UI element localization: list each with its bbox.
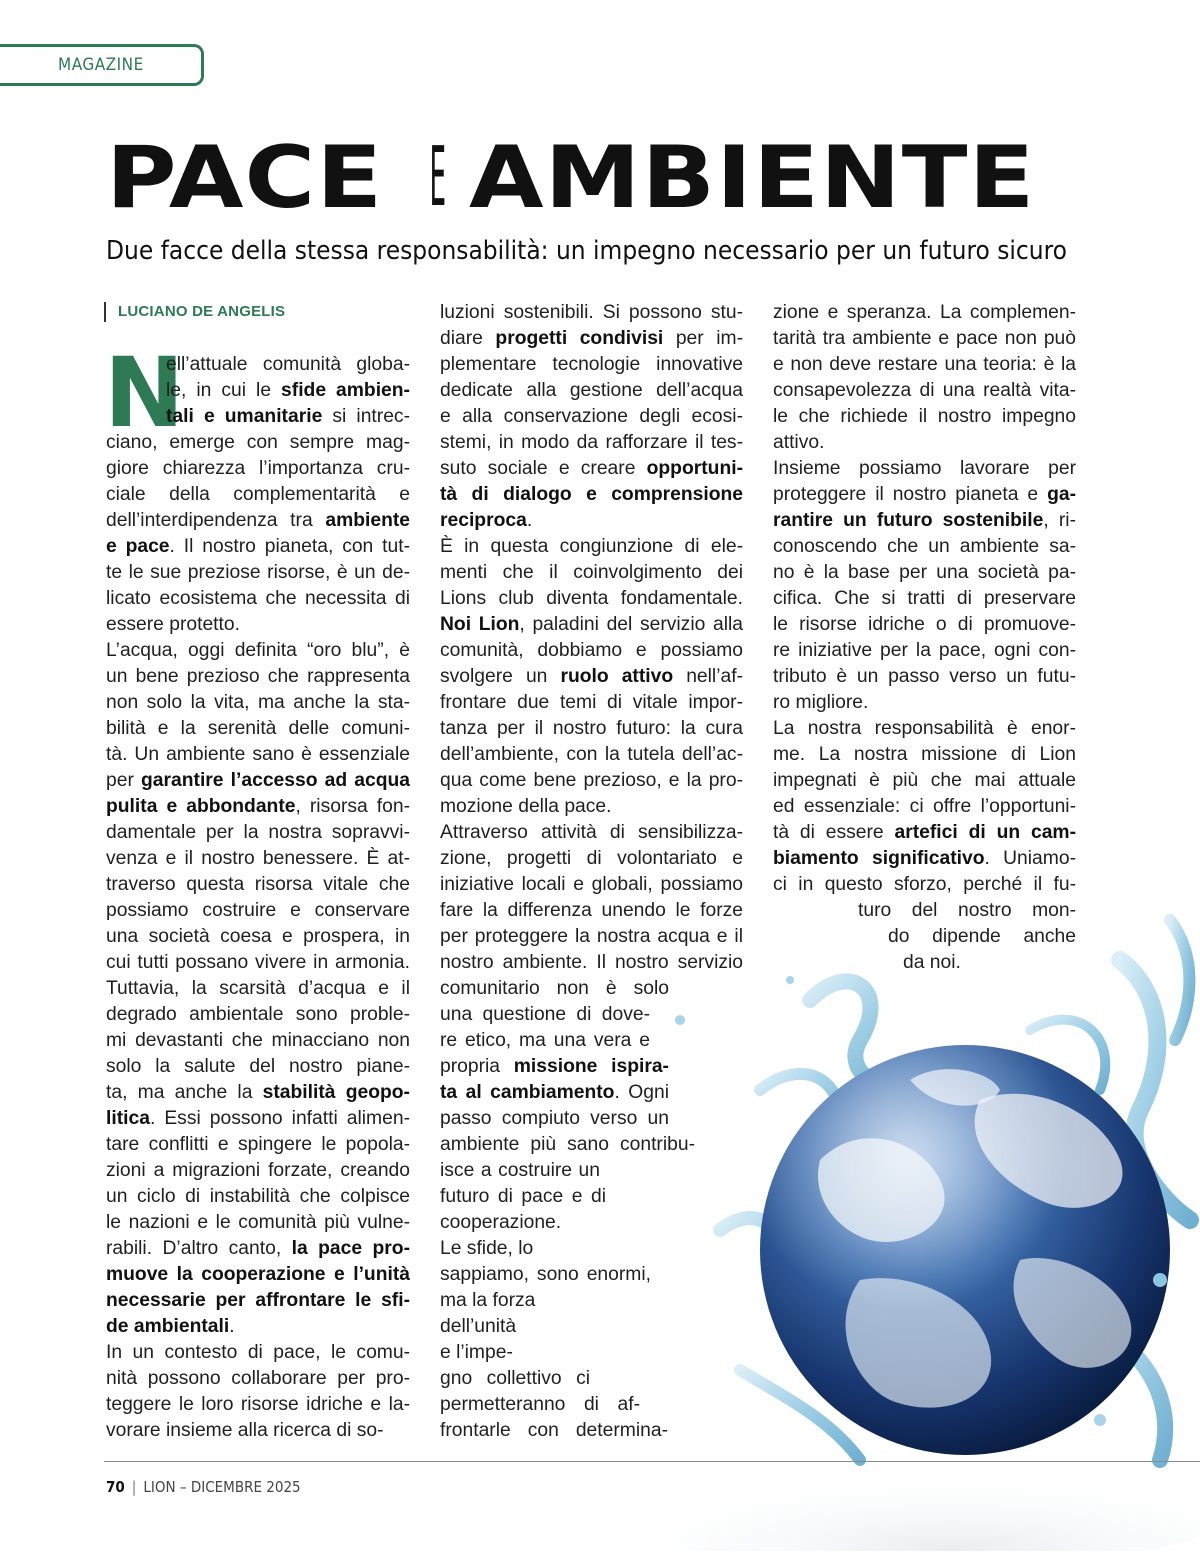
text-line: [106, 950, 410, 976]
body-text: passo compiuto verso un: [440, 1108, 669, 1129]
text-line: [773, 742, 1076, 768]
body-text: possiamo costruire e conservare: [106, 900, 410, 921]
text-line: [106, 638, 410, 664]
body-text: e non deve restare una teoria: è la: [773, 354, 1076, 375]
body-text: mozione della pace.: [440, 796, 612, 817]
body-text: , ri-: [1043, 510, 1076, 531]
body-text: cooperazione.: [440, 1212, 562, 1233]
body-text: luzioni sostenibili. Si possono stu-: [440, 302, 743, 323]
body-text: teggere le loro risorse idriche e la-: [106, 1394, 410, 1415]
body-text: . Ogni: [614, 1082, 669, 1103]
emphasis-text: tà di dialogo e comprensione: [440, 484, 743, 505]
text-line: [773, 716, 1076, 742]
body-text: dell’unità: [440, 1316, 517, 1337]
body-text: diare: [440, 328, 496, 349]
text-line: [106, 456, 410, 482]
body-text: mi devastanti che minacciano non: [106, 1030, 410, 1051]
body-text: ciano, emerge con sempre mag-: [106, 432, 410, 453]
text-line: [106, 664, 410, 690]
text-line: [773, 664, 1076, 690]
body-text: menti che il coinvolgimento dei: [440, 562, 743, 583]
body-text: dedicate alla gestione dell’acqua: [440, 380, 743, 401]
body-text: tare conflitti e spingere le popola-: [106, 1134, 410, 1155]
text-line: [106, 924, 410, 950]
emphasis-text: e pace: [106, 536, 170, 557]
text-line: [773, 690, 1076, 716]
body-text: non solo la vita, ma anche la sta-: [106, 692, 410, 713]
text-line: [440, 352, 743, 378]
body-text: .: [229, 1316, 235, 1337]
text-line: [106, 1002, 410, 1028]
body-text: venza e il nostro benessere. È at-: [106, 848, 410, 869]
footer-separator: |: [131, 1478, 137, 1496]
text-line: [440, 872, 743, 898]
emphasis-text: opportuni-: [646, 458, 743, 479]
text-column-1: [104, 337, 411, 1444]
text-line: [106, 768, 410, 794]
text-line: [773, 300, 1076, 326]
body-text: attivo.: [773, 432, 825, 453]
body-text: damentale per la nostra sopravvi-: [106, 822, 410, 843]
body-text: , risorsa fon-: [295, 796, 410, 817]
title-joiner: E: [429, 130, 446, 225]
body-text: per: [106, 770, 142, 791]
text-line: [106, 898, 410, 924]
body-text: Le sfide, lo: [440, 1238, 534, 1259]
body-text: degrado ambientale sono proble-: [106, 1004, 410, 1025]
title-word-pace: PACE: [106, 128, 384, 228]
text-line: [773, 820, 1076, 846]
text-line: [773, 586, 1076, 612]
text-line: [440, 794, 743, 820]
text-line: [106, 1210, 410, 1236]
text-line: [440, 1314, 526, 1340]
page-number: 70: [106, 1478, 125, 1496]
body-text: propria: [440, 1056, 514, 1077]
body-text: una società coesa e prospera, in: [106, 926, 410, 947]
body-text: , paladini del servizio alla: [519, 614, 744, 635]
text-line: [106, 1028, 410, 1054]
body-text: un bene prezioso che rappresenta: [106, 666, 410, 687]
text-line: [106, 690, 410, 716]
body-text: ro migliore.: [773, 692, 869, 713]
body-text: fare la differenza unendo le forze: [440, 900, 743, 921]
body-text: comunità, dobbiamo e possiamo: [440, 640, 743, 661]
body-text: le che richiede il nostro impegno: [773, 406, 1076, 427]
text-line: [773, 430, 1076, 456]
body-text: consapevolezza di una realtà vita-: [773, 380, 1076, 401]
text-line: [106, 404, 410, 430]
emphasis-text: sfide ambien-: [281, 380, 410, 401]
body-text: iniziative locali e globali, possiamo: [440, 874, 743, 895]
body-text: . Il nostro pianeta, con tut-: [169, 536, 411, 557]
text-line: [773, 404, 1076, 430]
text-line: [440, 326, 743, 352]
body-text: dell’ambiente, con la tutela dell’ac-: [440, 744, 743, 765]
body-text: ci in questo sforzo, perché il fu-: [773, 874, 1076, 895]
text-line: [106, 1262, 410, 1288]
emphasis-text: de ambientali: [106, 1316, 230, 1337]
drop-cap: N: [104, 337, 185, 449]
body-text: tà di essere: [773, 822, 895, 843]
text-column-3: [773, 300, 1076, 976]
author-byline: LUCIANO DE ANGELIS: [104, 302, 285, 322]
text-line: [440, 586, 743, 612]
body-text: re etico, ma una vera e: [440, 1030, 650, 1051]
text-line: [440, 300, 743, 326]
body-text: una questione di dove-: [440, 1004, 650, 1025]
emphasis-text: tali e umanitarie: [166, 406, 323, 427]
body-text: comunitario non è solo: [440, 978, 669, 999]
body-text: cui tutti possano vivere in armonia.: [106, 952, 410, 973]
text-line: [773, 352, 1076, 378]
emphasis-text: litica: [106, 1108, 150, 1129]
text-line: [440, 768, 743, 794]
emphasis-text: Noi Lion: [440, 614, 520, 635]
text-line: [440, 1288, 544, 1314]
body-text: In un contesto di pace, le comu-: [106, 1342, 410, 1363]
body-text: gno collettivo ci: [440, 1368, 590, 1389]
text-line: [106, 1288, 410, 1314]
text-line: [106, 1080, 410, 1106]
body-text: zione, progetti di volontariato e: [440, 848, 743, 869]
emphasis-text: progetti condivisi: [495, 328, 664, 349]
text-line: [773, 612, 1076, 638]
emphasis-text: garantire l’accesso ad acqua: [141, 770, 410, 791]
text-line: [440, 1210, 570, 1236]
body-text: ed essenziale: ci offre l’opportuni-: [773, 796, 1076, 817]
body-text: proteggere il nostro pianeta e: [773, 484, 1048, 505]
body-text: . Uniamo-: [984, 848, 1076, 869]
body-text: te le sue preziose risorse, è un de-: [106, 562, 410, 583]
body-text: ambiente più sano contribu-: [440, 1134, 695, 1155]
article-subtitle: Due facce della stessa responsabilità: un impegno necessario per un futuro sicuro: [106, 236, 1067, 266]
body-text: bilità e la serenità delle comuni-: [106, 718, 410, 739]
text-line: [440, 508, 743, 534]
body-text: isce a costruire un: [440, 1160, 600, 1181]
text-line: [773, 794, 1076, 820]
body-text: sappiamo, sono enormi,: [440, 1264, 651, 1285]
text-line: [106, 1418, 410, 1444]
body-text: si intrec-: [322, 406, 410, 427]
body-text: do dipende anche: [888, 926, 1076, 947]
body-text: futuro di pace e di: [440, 1186, 606, 1207]
body-text: zioni a migrazioni forzate, creando: [106, 1160, 410, 1181]
emphasis-text: pulita e abbondante: [106, 796, 296, 817]
text-line: [440, 404, 743, 430]
body-text: ell’attuale comunità globa-: [166, 354, 410, 375]
text-line: [106, 1158, 410, 1184]
body-text: ma la forza: [440, 1290, 536, 1311]
text-line: [440, 820, 743, 846]
text-line: [773, 768, 1076, 794]
footer-divider: [104, 1461, 1200, 1462]
text-line: [106, 742, 410, 768]
body-text: le nazioni e le comunità più vulne-: [106, 1212, 410, 1233]
emphasis-text: biamento significativo: [773, 848, 985, 869]
body-text: vorare insieme alla ricerca di so-: [106, 1420, 384, 1441]
text-line: [773, 846, 1076, 872]
body-text: Attraverso attività di sensibilizza-: [440, 822, 743, 843]
body-text: per im-: [663, 328, 743, 349]
text-line: [440, 456, 743, 482]
body-text: un ciclo di instabilità che colpisce: [106, 1186, 410, 1207]
body-text: stemi, in modo da rafforzare il tes-: [440, 432, 743, 453]
page-footer: [106, 1477, 301, 1497]
body-text: nell’af-: [673, 666, 743, 687]
text-line: [440, 430, 743, 456]
text-line: [440, 378, 743, 404]
text-line: [440, 742, 743, 768]
text-line: [106, 872, 410, 898]
text-line: [106, 1184, 410, 1210]
emphasis-text: missione ispira-: [513, 1056, 669, 1077]
body-text: . Essi possono infatti alimen-: [149, 1108, 410, 1129]
body-text: frontare due temi di vitale impor-: [440, 692, 743, 713]
text-line: [106, 820, 410, 846]
text-line: [773, 482, 1076, 508]
text-line: [440, 664, 743, 690]
text-line: [106, 1054, 410, 1080]
text-line: [773, 638, 1076, 664]
emphasis-text: artefici di un cam-: [894, 822, 1076, 843]
text-line: [773, 508, 1076, 534]
body-text: me. La nostra missione di Lion: [773, 744, 1076, 765]
publication-info: LION – DICEMBRE 2025: [143, 1478, 301, 1496]
body-text: suto sociale e creare: [440, 458, 647, 479]
text-line: [440, 482, 743, 508]
body-text: per proteggere la nostra acqua e il: [440, 926, 743, 947]
body-text: no è la base per una società pa-: [773, 562, 1076, 583]
text-line: [440, 612, 743, 638]
body-text: ciale della complementarità e: [106, 484, 410, 505]
text-line: [106, 1366, 410, 1392]
body-text: rabili. D’altro canto,: [106, 1238, 292, 1259]
body-text: frontarle con determina-: [440, 1420, 668, 1441]
body-text: La nostra responsabilità è enor-: [773, 718, 1076, 739]
body-text: licato ecosistema che necessita di: [106, 588, 410, 609]
text-line: [106, 1132, 410, 1158]
body-text: e alla conservazione degli ecosi-: [440, 406, 743, 427]
text-line: [440, 638, 743, 664]
body-text: re iniziative per la pace, ogni con-: [773, 640, 1076, 661]
emphasis-text: necessarie per affrontare le sfi-: [106, 1290, 410, 1311]
body-text: Insieme possiamo lavorare per: [773, 458, 1076, 479]
text-line: [106, 586, 410, 612]
body-text: e l’impe-: [440, 1342, 513, 1363]
body-text: nità possono collaborare per pro-: [106, 1368, 410, 1389]
body-text: Lions club diventa fondamentale.: [440, 588, 743, 609]
body-text: cifica. Che si tratti di preservare: [773, 588, 1076, 609]
text-line: [106, 1340, 410, 1366]
body-text: .: [526, 510, 533, 531]
emphasis-text: stabilità geopo-: [262, 1082, 410, 1103]
text-line: [106, 1392, 410, 1418]
text-line: [773, 872, 1076, 898]
text-line: [773, 378, 1076, 404]
text-line: [106, 846, 410, 872]
body-text: Tuttavia, la scarsità d’acqua e il: [106, 978, 410, 999]
body-text: turo del nostro mon-: [858, 900, 1076, 921]
text-line: [106, 794, 410, 820]
text-line: [106, 534, 410, 560]
body-text: tanza per il nostro futuro: la cura: [440, 718, 743, 739]
globe-icon: [560, 900, 1200, 1551]
text-line: [440, 560, 743, 586]
text-line: [440, 846, 743, 872]
body-text: plementare tecnologie innovative: [440, 354, 743, 375]
text-line: [106, 1236, 410, 1262]
emphasis-text: ruolo attivo: [560, 666, 674, 687]
title-word-ambiente: AMBIENTE: [468, 128, 1036, 228]
body-text: tributo è un passo verso un futu-: [773, 666, 1076, 687]
text-line: [773, 326, 1076, 352]
body-text: ta, ma anche la: [106, 1082, 263, 1103]
body-text: le, in cui le: [166, 380, 282, 401]
text-line: [106, 508, 410, 534]
body-text: solo la salute del nostro piane-: [106, 1056, 410, 1077]
body-text: permetteranno di af-: [440, 1394, 640, 1415]
body-text: È in questa congiunzione di ele-: [440, 536, 743, 557]
body-text: L’acqua, oggi definita “oro blu”, è: [106, 640, 410, 661]
body-text: tà. Un ambiente sano è essenziale: [106, 744, 410, 765]
text-line: [773, 560, 1076, 586]
text-line: [106, 612, 410, 638]
text-line: [440, 716, 743, 742]
text-line: [106, 716, 410, 742]
text-line: [773, 534, 1076, 560]
body-text: dell’interdipendenza tra: [106, 510, 326, 531]
emphasis-text: muove la cooperazione e l’unità: [106, 1264, 410, 1285]
body-text: giore chiarezza l’importanza cru-: [106, 458, 410, 479]
body-text: qua come bene prezioso, e la pro-: [440, 770, 743, 791]
body-text: nostro ambiente. Il nostro servizio: [440, 952, 743, 973]
text-line: [773, 456, 1076, 482]
text-line: [106, 976, 410, 1002]
text-line: [106, 1106, 410, 1132]
body-text: essere protetto.: [106, 614, 240, 635]
emphasis-text: ga-: [1047, 484, 1076, 505]
text-line: [106, 378, 410, 404]
body-text: traverso questa risorsa vitale che: [106, 874, 410, 895]
text-line: [440, 690, 743, 716]
emphasis-text: la pace pro-: [291, 1238, 410, 1259]
earth-water-splash-illustration: [560, 900, 1200, 1551]
article-title: [106, 128, 1036, 228]
emphasis-text: ambiente: [325, 510, 410, 531]
text-line: [106, 352, 410, 378]
text-line: [440, 1236, 544, 1262]
body-text: zione e speranza. La complemen-: [773, 302, 1076, 323]
text-line: [106, 560, 410, 586]
emphasis-text: ta al cambiamento: [440, 1082, 615, 1103]
emphasis-text: reciproca: [440, 510, 527, 531]
text-line: [440, 534, 743, 560]
text-line: [106, 1314, 410, 1340]
text-line: [106, 482, 410, 508]
body-text: da noi.: [903, 952, 961, 973]
text-line: [440, 1340, 512, 1366]
body-text: svolgere un: [440, 666, 561, 687]
body-text: le risorse idriche o di promuove-: [773, 614, 1076, 635]
body-text: impegnati è più che mai attuale: [773, 770, 1076, 791]
body-text: conoscendo che un ambiente sa-: [773, 536, 1076, 557]
body-text: tarità tra ambiente e pace non può: [773, 328, 1076, 349]
emphasis-text: rantire un futuro sostenibile: [773, 510, 1044, 531]
text-line: [106, 430, 410, 456]
section-label: MAGAZINE: [0, 44, 204, 86]
